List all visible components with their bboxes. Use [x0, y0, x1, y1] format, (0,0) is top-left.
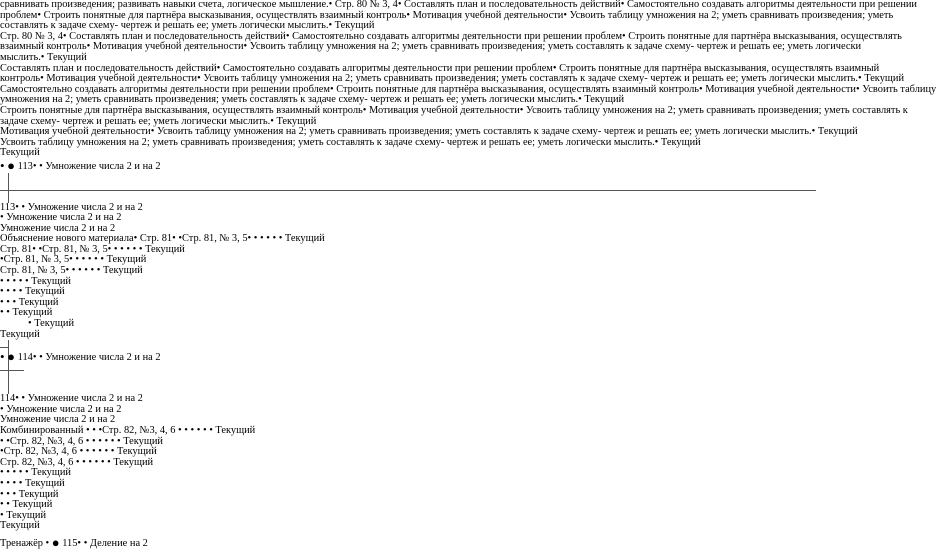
bullet-icon: ●: [7, 349, 16, 365]
text-line: • Умножение числа 2 и на 2: [0, 403, 122, 415]
lesson-114-header: [0, 349, 161, 365]
text-line: Самостоятельно создавать алгоритмы деятельности при решении проблем• Строить понятные для партнёра высказывания, осуществлять взаимный контроль• Мотивация учебной деятельности• Усвоить таблицу: [0, 83, 936, 95]
lesson-115-header: [0, 534, 816, 550]
text-line: Текущий: [0, 328, 40, 340]
text-line: Составлять план и последовательность действий• Самостоятельно создавать алгоритмы деятельности при решении проблем• Строить понятные для партнёра высказывания, осуществлять взаимный: [0, 62, 880, 74]
table-rule: [0, 173, 816, 203]
text-line: Строить понятные для партнёра высказывания, осуществлять взаимный контроль• Мотивация учебной деятельности• Усвоить таблицу умножения на 2; уметь сравнивать произведения; уметь составлять к: [0, 104, 908, 116]
text-line: • • • • • Текущий: [0, 275, 71, 287]
text-line: задаче схему- чертеж и решать ее; уметь логически мыслить.• Текущий: [0, 115, 317, 127]
text-line: • Текущий: [28, 318, 75, 330]
lesson-number: 114•: [17, 352, 37, 364]
lesson-114-block: [0, 394, 816, 532]
text-line: • Умножение числа 2 и на 2: [0, 212, 122, 224]
text-line: составлять к задаче схему- чертеж и решать ее; уметь логически мыслить.• Текущий: [0, 20, 375, 32]
text-line: Мотивация учебной деятельности• Усвоить таблицу умножения на 2; уметь сравнивать произведения; уметь составлять к задаче схему- чертеж и решать ее; уметь логически мыслить.• Текущий: [0, 126, 858, 138]
text-line: Стр. 81, № 3, 5• • • • • • Текущий: [0, 265, 143, 277]
lesson-number: 113•: [17, 160, 37, 172]
text-line: Текущий: [0, 147, 40, 159]
table-rule: [0, 340, 816, 366]
text-line: Комбинированный • • •Стр. 82, №3, 4, 6 • • • • • • Текущий: [0, 425, 256, 436]
text-line: • • Текущий: [0, 307, 53, 319]
text-line: • • • • • Текущий: [0, 467, 71, 479]
lesson-topic: • Умножение числа 2 и на 2: [39, 352, 161, 364]
text-line: сравнивать произведения; развивать навыки счета, логическое мышление.• Стр. 80 № 3, 4• Составлять план и последовательность действий• Самостоятельно создавать алгоритмы деятельности при решении: [0, 0, 917, 10]
text-line: контроль• Мотивация учебной деятельности• Усвоить таблицу умножения на 2; уметь сравнивать произведения; уметь составлять к задаче схему- чертеж и решать ее; уметь логически мыслить.• Текущий: [0, 73, 905, 85]
lesson-type: Тренажёр •: [0, 537, 50, 549]
text-line: Текущий: [0, 520, 40, 532]
text-line: 113• • Умножение числа 2 и на 2: [0, 201, 143, 213]
lesson-113-header: [0, 157, 816, 173]
cell-tick: [0, 370, 24, 371]
lesson-topic: • Деление на 2: [83, 537, 148, 549]
text-line: •Стр. 82, №3, 4, 6 • • • • • • Текущий: [0, 446, 157, 458]
text-line: • • • Текущий: [0, 296, 59, 308]
text-line: • • • Текущий: [0, 488, 59, 500]
text-line: мыслить.• Текущий: [0, 51, 87, 63]
text-line: взаимный контроль• Мотивация учебной деятельности• Усвоить таблицу умножения на 2; уметь сравнивать произведения; уметь составлять к задаче схему- чертеж и решать ее; уметь логически: [0, 41, 862, 53]
bullet-icon: ●: [51, 534, 60, 550]
text-line: Стр. 82, №3, 4, 6 • • • • • • Текущий: [0, 456, 154, 468]
text-line: •Стр. 81, № 3, 5• • • • • • Текущий: [0, 254, 147, 266]
cell-tick: [0, 347, 8, 348]
table-rule: [0, 366, 816, 394]
text-line: Умножение числа 2 и на 2: [0, 414, 116, 426]
text-line: проблем• Строить понятные для партнёра высказывания, осуществлять взаимный контроль• Мотивация учебной деятельности• Усвоить таблицу умножения на 2; уметь сравнивать произведения; уметь: [0, 9, 894, 21]
text-line: Умножение числа 2 и на 2: [0, 222, 116, 234]
text-line: Усвоить таблицу умножения на 2; уметь сравнивать произведения; уметь составлять к задаче схему- чертеж и решать ее; уметь логически мыслить.• Текущий: [0, 136, 701, 148]
cell-border: [8, 173, 9, 203]
text-line: • •Стр. 82, №3, 4, 6 • • • • • • Текущий: [0, 435, 163, 447]
text-line: Стр. 81• •Стр. 81, № 3, 5• • • • • • Текущий: [0, 243, 185, 255]
text-line: • • • • Текущий: [0, 286, 65, 298]
lesson-113-block: [0, 203, 816, 341]
text-line: Объяснение нового материала• Стр. 81• •Стр. 81, № 3, 5• • • • • • Текущий: [0, 233, 325, 245]
lesson-topic: • Умножение числа 2 и на 2: [39, 160, 161, 172]
text-line: 114• • Умножение числа 2 и на 2: [0, 393, 143, 405]
competency-paragraph: [0, 0, 936, 159]
text-line: умножения на 2; уметь сравнивать произведения; уметь составлять к задаче схему- чертеж и решать ее; уметь логически мыслить.• Текущий: [0, 94, 625, 106]
text-line: • Текущий: [0, 509, 47, 521]
bullet-icon: •: [0, 349, 5, 365]
text-line: • • Текущий: [0, 499, 53, 511]
bullet-icon: •: [0, 157, 5, 173]
lesson-number: 115•: [62, 537, 82, 549]
text-line: • • • • Текущий: [0, 477, 65, 489]
bullet-icon: ●: [7, 157, 16, 173]
row-divider: [0, 190, 816, 191]
text-line: Стр. 80 № 3, 4• Составлять план и последовательность действий• Самостоятельно создавать алгоритмы деятельности при решении проблем• Строить понятные для партнёра высказывания, осуществлять: [0, 30, 902, 42]
